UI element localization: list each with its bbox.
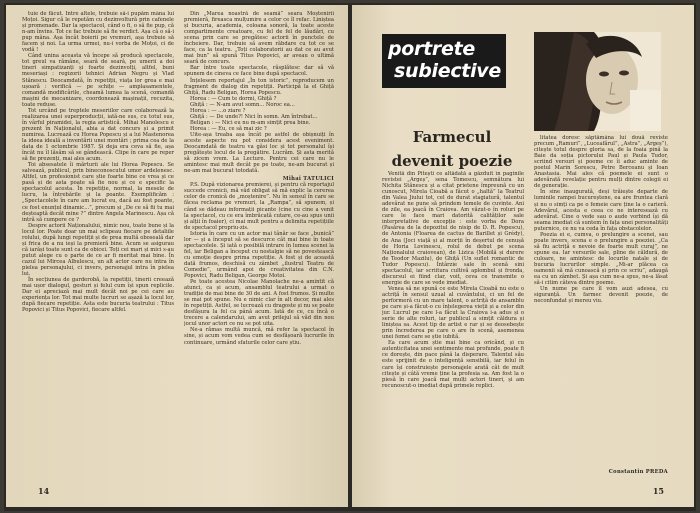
dialog-line: Ghiță : — N-am avut somn... Noroc ea... [190,101,295,108]
paragraph: Înțelesem reportajul „În ton istoric”, reproducem un fragment de dialog din repetiții. Participă la el Ghiță Ghiță, Radu Beligan, Horea Popescu. [184,77,334,96]
paragraph: Uite-așa treaba așa încât pe astfel de obișnuiți în aceste aspecte nu pot considera acest eveniment. Deocamdată de teatru va găsi loc și tot personalul își pregătește locul de la pregătire. Lucrăm. Și asta merită să zicem vrem. La Lecture. Pentru cei care nu le amintesc mai mult decât pe pe toate, ne-am bucurat și ne-am mai bucurat totodată. [184,131,334,175]
dialog-line: Beligan : — Nici eu nu m-am simțit prea bine. [190,119,311,126]
dialog-line: Horea : — ...o ziare ? [190,107,246,114]
page-number: 14 [38,486,50,496]
paragraph: Când unina aceasta vă începe să producă spectacole, tot greul va rămâne, seară de seară, pe umerii a doi tineri simpatizanți și foarte dezinvolți, altfel, buni meseriași : regizorii tehnici Adrian Negru și Vlad Stănescu. Deocamdată, în repetiții, viața lor grea e mai ușoară : verifică — pe schițe — amplasamentele, comandă modificările, cheamă lumea la scenă, comandă mașini de mecanizare, coordonează mașinații, recuzita, toate reduse. [22,53,174,108]
paragraph: tuie de făcut. Între altele, trebuie să-i pupăm mâna lui Moțoi. Sigur că le repetăm cu dezinvoltură prin cafenele și promenade. Dar la spectacol, când o fi, o să fie pup, că n-am învins. Tot ce fac trebuie să fie verdict. Așa că o să-i pup mâna. Așa încât boierii pe vremuri, așa trebuie să facem și noi. La urma urmei, nu-i vorba de Moțoi, ci de vodă ! [22,11,174,54]
paragraph: Ea care acum știe mai bine ca oricând, și cu autenticitatea unei sentimente mai profunde, poate fi ce dorește, din pace până la disperare. Talentul său este sprijinit de o inteligență sensibilă, iar felul în care își construiește personajele arată cât de mult citește și câtă vreme ține la profesia sa. Am fost la o piesă în care joacă mai mulți actori tineri, și am recunoscut-o imediat după primele replici. [382,340,524,389]
left-page-column-1 [22,11,174,473]
paragraph: Venită din Pitești ce altădată a găzduit în paginile revistei „Argeș”, sena Tomescu, semnătura lui Nichita Stănescu și a citat prietene împreună cu un cunoscut, Mirela Cioabă a făcut o „haltă” la Teatrul din Valea Jiului tot, cel de durat stagiatură, talentul adevărat ne pune să prindem temele de cuvinte. Ani de zile, ea joacă în Craiova. Am văzut-o în roluri pe care le face mari datorită calităților sale interpretative de excepție : este vorba de Dora (Pasărea de la depozitul de nisip de D. R. Popescu), de Antonia (Floarea de cactus de Barillet și Grédy), de Ana (Joci viață și al morții în deșertul de cenușă de Horia Lovinescu, rolul de debut pe scena Naționalului craiovean), de Lizica (Mobilă și durere de Teodor Mazilu), de Ghiță (Un suflet romantic de Tudor Popescu). Întârzie sale în scenă sini spectacolul, iar scriitura cultivă aplombul și fronda, discursul ei fiind clar, voit, ceva ce transmite o energie de care se vede imediat. [382,171,524,286]
article-headline-line-2: devenit poezie [391,152,513,170]
dialog-line: Horea : — Eu, ce să mai zic ? [190,125,267,132]
paragraph: Din „Marea noastră de seamă” seara Moștenirii premieră, fireasca mulțumire a celor ce îl refac. Liniștea și bucuria, academia, coloana sonoră, la toate aceste compartimente creatoare, cu fel de fel de lăudări, cu scena prin care se pregătesc actorii în punctele de încheiere. Dar, trebuie să avem răbdare cu tot ce se face, ca la teatru. „Toți colaboratorii au dat ce au avut mai bun” să spună Titus Popovici, ar aveau o ultimă seară de concurs. [184,11,334,66]
article-headline-line-1: Farmecul [412,128,492,146]
paragraph: Toi absesatele îi mărturii ale lui Horea Popescu. Se salvează, publicul, prin bineconoscutul umor ardelenesc. Altfel, un profesionist care știe foarte bine ce vrea și ce pasă și de asta poate să fie nou și ce e specific la spectacolul acesta. În repetiție, normal, la mesele de lucru, la întrebările și la poante. Exemplificăm : „Spectacolele în care am lucrat eu, dacă au fost poante, ce fost enunțul dinamic...”, precum și „De ce să fii tu mai deșteaptă decât mine ?” dintre Angela Marinescu. Așa că intră să cumpere ce ? [22,162,174,223]
section-title-line-2: subiective [394,60,501,82]
author-signature: Mihai TATULICI [282,176,334,183]
paragraph: Bar între toate spectacole, răsplătesc dar să vă spunem de cineva ce face bine după spectacol. [184,65,334,78]
dialog-line: Horea : — Cum te dormi, Ghiță ? [190,95,277,102]
page-number: 15 [652,486,664,496]
paragraph: Ne-a rămas multă muncă, mă refer la spectacol în sine, și acum vom vedea cum se desfășoară lucrurile în continuare, urmând sfaturile celor care știu. [184,327,334,346]
right-page [352,5,694,507]
dialog-line: Ghiță : — De unde?! Nici în somn. Am întrebat... [190,113,318,120]
paragraph: litatea doresc săptămâna lui două reviste precum „Ramuri”, „Luceafărul”, „Astra”, „Argeș”), citește totul despre gloria sa, de la foaia pină la Baie da soția pictorului Paul și Paula Tudor, scriind versuri și poeme ce îi aduc aminte de poetul Marin Sorescu, Petre Berceanu și Ioan Anastasia. Mai ales că poemele ei sunt o adevărată revelație pentru mulți dintre colegii ei de generație. [534,135,668,190]
section-title-box [382,34,506,88]
right-page-column-1 [382,171,524,473]
paragraph: Un nume pe care îl vom auzi adesea, cu siguranță. Un farmec devenit poezie, de neconfundat și mereu viu. [534,286,668,305]
right-page-column-2 [534,135,668,465]
paragraph: În sine inaugurată, deși trăiește departe de luminile rampei bucureștene, ea are fruntea clară și nu o simți ca pe o femeie care ține la o carieră. Adevărul, acesta e ceea ce ne interesează cu adevărat. Cine o vede sau o aude vorbind își dă seama imediat că suntem în fața unei personalități puternice, ce nu va ceda în fața obstacolelor. [534,189,668,232]
paragraph: Venea să ne spună ce este Mirela Cioabă nu este o actriță în sensul uzual al cuvântului, ci un fel de performeră cu un mare talent, o actriță de ansamblu pe care și-a făcut-o cu înțelegerea vieții și a celor din jur. Lucrul pe care l-a făcut la Craiova i-a adus și o serie de alte roluri, iar publicul a simțit căldura și liniștea sa. Acest tip de artist e rar și se deosebește prin încrederea pe care o are în scenă, asemenea unei femei care se știe iubită. [382,285,524,341]
left-page-column-2 [184,11,334,473]
paragraph: În secțiunea de garderobă, la repetiții, tinerii creează mai ușor dialogul, gesturi și felul cum își spun replicile. Dar ei apreciază mai mult decât noi pe cei care au experiența lor. Tot mai multe lucruri se așază la locul lor, după fiecare repetiție. Asta este bucuria teatrului : Titus Popovici și Titus Popovici, fiecare altfel. [22,277,174,314]
paragraph: Despre actorii Naționalului, nimic nou, toate bune și la locul lor. Poate doar un mai sclipeau fiecare pe detaliile rolului, după lungi repetiții și de prea multă oboseală dar și frica de a nu ieși la premieră bine. Acum se asigurau că iarăși toate sunt ca de obicei. Toți cei mari și mici s-au putut alege cu o parte de ce ar fi meritat mai bine. În cazul lui Mircea Albulescu, un alt actor care nu intra în pielea personajului, ci invers, personajul intra în pielea lui. [22,222,174,278]
left-page [6,5,348,507]
portrait-photo [534,32,661,131]
section-title-line-1: portrete [388,38,475,60]
paragraph: P.S. După vizionarea premierei, și pentru că reportajul succede cronicii, mă văd obligat să mă explic la cererea celor de cronică de „moștenire”. Nu în sensul în care se făcea reclama pe vremuri, la „Rampa”, să spunem, și când se dădeau informații picante (cine cu cine a venit la spectacol, cu ce era îmbrăcată cutare, ce-au spus unii și alții în foaier), ci mai mult pentru a delimita repetițiile de spectacol propriu-zis. [184,182,334,231]
paragraph: Poezia ei e, cumva, o prelungire a scenei, sau poate invers, scena e o prelungire a poeziei. „Ca să fiu actriță e nevoie de foarte mult curaj”, ne spune ea. Iar versurile sale, pline de căldură, de culoare, ne amintesc de locurile natale și de bucuria lucrurilor simple. „Mi-ar plăcea ca oamenii să mă cunoască și prin ce scriu”, adaugă ea cu un zâmbet. Și așa cum ne-a spus, ne-a lăsat să-i citim câteva dintre poeme. [534,231,668,287]
author-signature: Constantin PREDA [608,469,668,475]
portrait-image [534,32,661,131]
paragraph: Tot urcând pe treptele meseriilor care colaborează la realizarea unei superproducții, iată-ne sus, cu totul sus, în vârful piramidei, la regia artistică. Mihai Manolescu e prezent în Naționalul, abia a dat concurs și a primit numirea. Lucrează cu Horea Popescu și a lui Mastenorea la ideea ideală a inventării unei montări ; prima cea de la data de 1 octombrie 1987. Și deja era ceva să fie, așa încât nu îl lăsăm să se gândească. Clipe în care pe reper să fie prezenți, mai ales acum. [22,107,174,163]
magazine-spread [4,3,696,511]
paragraph: Pe toate acestea Nicolae Manolache ne-a amintit că atunci, ca și acum, ansamblul teatrului a urmat o tradiție de mai bine de 30 de ani. A fost frumos. Și multe se mai pot spune. Nu e nimic clar în alt decor, mai ales în repetiții. Astfel, se lucrează cu dragoste și nu se poate desfășura la fel ca până acum. Iată de ce, cu încă o trecere a calendarului, am avut prilejul să văd din nou jocul unor actori ce nu se pot uita. [184,279,334,328]
paragraph: Istoria în care cu un actor mai tânăr se face „bunică” lor — și a început să se descurce cât mai bine în toate spectacolele. Și iată o posibilă intrare în lumea scenei la fel, iar Beligan a început cu nostalgie să ne povestească cu emoție despre prima repetiție. A fost și de această dată frumos, deschisă cu zâmbet „ilustrul Teatru de Comedie”, urmând apoi de creativitatea din C.N. Popovici, Radu Beligan, George Motoi. [184,230,334,280]
